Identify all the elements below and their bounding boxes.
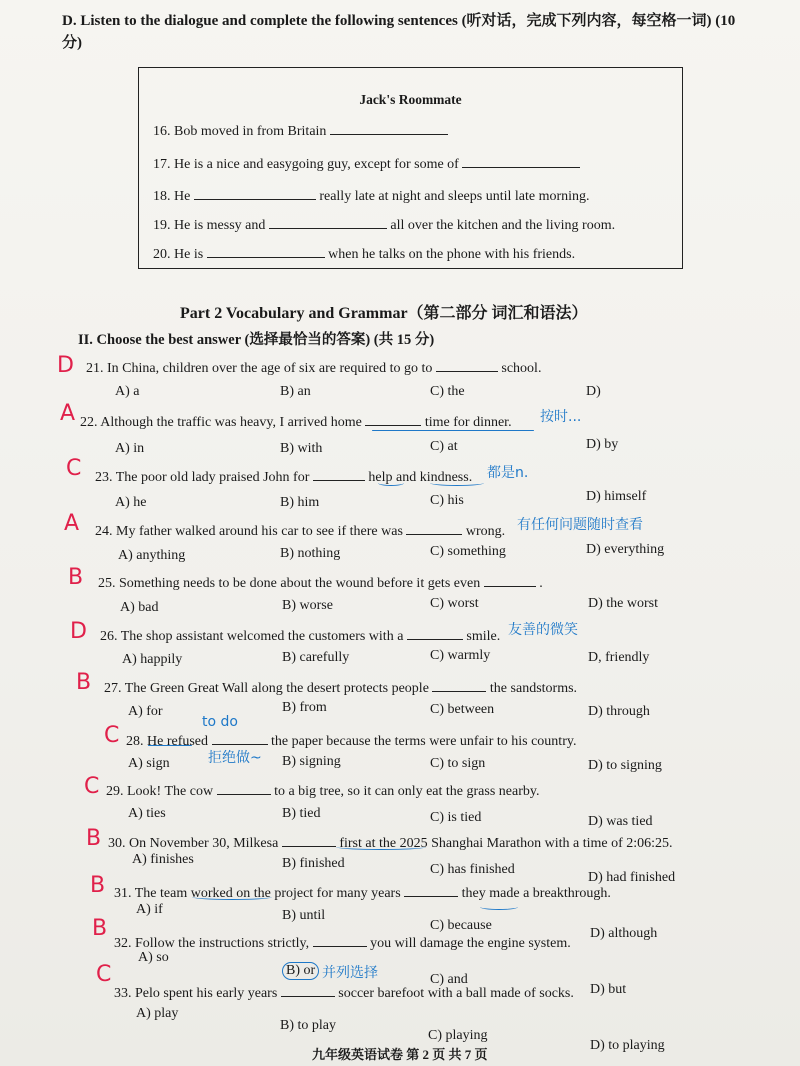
question-text: Follow the instructions strictly, [135, 936, 310, 951]
roommate-box [138, 67, 683, 269]
question-21 [86, 357, 541, 377]
question-31 [114, 882, 611, 902]
option-a[interactable]: A) finishes [132, 852, 194, 867]
answer-mark: B [68, 565, 84, 590]
answer-mark: B [86, 826, 102, 851]
answer-blank[interactable] [406, 520, 462, 535]
option-c[interactable]: C) worst [430, 596, 479, 611]
question-number: 26. [100, 629, 118, 644]
option-d[interactable]: D) everything [586, 542, 665, 557]
answer-blank[interactable] [207, 243, 325, 258]
answer-blank[interactable] [217, 780, 271, 795]
answer-blank[interactable] [436, 357, 498, 372]
option-b[interactable]: B) signing [282, 754, 341, 769]
option-c[interactable]: C) something [430, 544, 506, 559]
fill-item-19 [153, 214, 615, 234]
question-number: 21. [86, 361, 104, 376]
option-a[interactable]: A) he [115, 495, 147, 510]
option-d[interactable]: D) [586, 384, 601, 399]
answer-mark: A [64, 511, 80, 536]
answer-blank[interactable] [282, 832, 336, 847]
answer-blank[interactable] [194, 185, 316, 200]
question-26 [100, 625, 500, 645]
question-text: In China, children over the age of six are required to go to [107, 361, 433, 376]
answer-blank[interactable] [365, 411, 421, 426]
option-c[interactable]: C) because [430, 918, 492, 933]
question-text: Look! The cow [127, 784, 214, 799]
option-d[interactable]: D) to signing [588, 758, 662, 773]
answer-mark: C [104, 723, 120, 748]
fill-item-text: all over the kitchen and the living room. [390, 218, 616, 233]
option-c[interactable]: C) between [430, 702, 495, 717]
question-number: 29. [106, 784, 124, 799]
question-number: 32. [114, 936, 132, 951]
question-text: school. [501, 361, 542, 376]
fill-item-text: when he talks on the phone with his friends. [328, 247, 576, 262]
question-32 [114, 932, 571, 952]
answer-blank[interactable] [313, 466, 365, 481]
question-text: The team worked on the project for many years [134, 886, 401, 901]
option-d[interactable]: D) by [586, 437, 619, 452]
question-number: 25. [98, 576, 116, 591]
question-number: 31. [114, 886, 132, 901]
option-a[interactable]: A) ties [128, 806, 166, 821]
answer-blank[interactable] [407, 625, 463, 640]
answer-blank[interactable] [330, 120, 448, 135]
answer-mark: B [76, 670, 92, 695]
question-text: Pelo spent his early years [135, 986, 278, 1001]
question-number: 28. [126, 734, 144, 749]
section-ii-heading: II. Choose the best answer (选择最恰当的答案) (共 15 分) [78, 332, 435, 348]
option-d[interactable]: D) through [588, 704, 650, 719]
question-number: 22. [80, 415, 98, 430]
question-text: first at the 2025 Shanghai Marathon with a time of 2:06:25. [339, 836, 673, 851]
question-text: they made a breakthrough. [461, 886, 611, 901]
question-25 [98, 572, 543, 592]
option-c[interactable]: C) to sign [430, 756, 486, 771]
question-text: Although the traffic was heavy, I arrived home [100, 415, 362, 430]
option-b[interactable]: B) nothing [280, 546, 341, 561]
option-a[interactable]: A) bad [120, 600, 159, 615]
question-number: 24. [95, 524, 113, 539]
fill-item-text: 19. He is messy and [153, 218, 266, 233]
part2-heading: Part 2 Vocabulary and Grammar（第二部分 词汇和语法） [180, 305, 588, 322]
option-c[interactable]: C) the [430, 384, 465, 399]
answer-mark: D [57, 353, 74, 378]
fill-item-text: 20. He is [153, 247, 204, 262]
fill-item-16 [153, 120, 448, 140]
answer-blank[interactable] [212, 730, 268, 745]
question-text: He refused [147, 734, 209, 749]
question-text: to a big tree, so it can only eat the grass nearby. [274, 784, 540, 799]
fill-item-text: 16. Bob moved in from Britain [153, 124, 327, 139]
answer-mark: B [90, 873, 106, 898]
option-a[interactable]: A) anything [118, 548, 186, 563]
option-d[interactable]: D) although [590, 926, 658, 941]
option-b[interactable]: B) until [282, 908, 326, 923]
option-c[interactable]: C) and [430, 972, 468, 987]
handwritten-note: 有任何问题随时查看 [517, 517, 643, 533]
option-a[interactable]: A) in [115, 441, 145, 456]
question-number: 33. [114, 986, 132, 1001]
question-text: wrong. [465, 524, 506, 539]
answer-blank[interactable] [432, 677, 486, 692]
question-text: the sandstorms. [489, 681, 578, 696]
section-d-title: D. Listen to the dialogue and complete the following sentences (听对话，完成下列内容，每空格一词) (10分) [62, 13, 736, 51]
question-text: you will damage the engine system. [370, 936, 571, 951]
option-c[interactable]: C) his [430, 493, 464, 508]
annotation-underline [192, 894, 272, 900]
option-c[interactable]: C) playing [428, 1028, 488, 1043]
question-23 [95, 466, 472, 486]
option-b[interactable]: B) tied [282, 806, 321, 821]
answer-mark: C [84, 774, 100, 799]
option-d[interactable]: D) to playing [590, 1038, 665, 1053]
option-d[interactable]: D) had finished [588, 870, 676, 885]
question-text: The poor old lady praised John for [115, 470, 310, 485]
fill-item-18 [153, 185, 590, 205]
option-a[interactable]: A) if [136, 902, 163, 917]
option-b[interactable]: B) an [280, 384, 311, 399]
option-b[interactable]: B) carefully [282, 650, 350, 665]
question-number: 30. [108, 836, 126, 851]
answer-mark: D [70, 619, 87, 644]
option-b[interactable]: B) him [280, 495, 320, 510]
option-b[interactable]: B) from [282, 700, 327, 715]
answer-blank[interactable] [269, 214, 387, 229]
option-a[interactable]: A) for [128, 704, 163, 719]
question-28 [126, 730, 576, 750]
option-d[interactable]: D) was tied [588, 814, 653, 829]
question-text: . [539, 576, 543, 591]
handwritten-note: to do [202, 714, 238, 730]
question-text: the paper because the terms were unfair to his country. [271, 734, 577, 749]
option-d[interactable]: D) the worst [588, 596, 658, 611]
annotation-underline [480, 904, 518, 910]
answer-blank[interactable] [281, 982, 335, 997]
option-c[interactable]: C) is tied [430, 810, 482, 825]
annotation-underline [430, 480, 484, 486]
fill-item-text: 18. He [153, 189, 191, 204]
handwritten-note: 并列选择 [322, 965, 378, 981]
option-b[interactable]: B) to play [280, 1018, 336, 1033]
handwritten-note: 按时... [540, 409, 582, 425]
answer-blank[interactable] [462, 153, 580, 168]
question-text: Something needs to be done about the wound before it gets even [119, 576, 481, 591]
option-b[interactable]: B) finished [282, 856, 345, 871]
question-text: smile. [466, 629, 501, 644]
option-d[interactable]: D, friendly [588, 650, 650, 665]
question-text: soccer barefoot with a ball made of socks. [338, 986, 574, 1001]
answer-blank[interactable] [484, 572, 536, 587]
option-b[interactable]: B) with [280, 441, 323, 456]
option-d[interactable]: D) but [590, 982, 627, 997]
fill-item-text: 17. He is a nice and easygoing guy, except for some of [153, 157, 459, 172]
question-27 [104, 677, 577, 697]
answer-mark: C [96, 962, 112, 987]
answer-mark: B [92, 916, 108, 941]
question-33 [114, 982, 574, 1002]
option-c[interactable]: C) has finished [430, 862, 515, 877]
annotation-underline [148, 745, 192, 746]
option-a[interactable]: A) a [115, 384, 140, 399]
question-29 [106, 780, 539, 800]
fill-item-20 [153, 243, 575, 263]
question-text: My father walked around his car to see if there was [116, 524, 403, 539]
answer-blank[interactable] [313, 932, 367, 947]
option-a[interactable]: A) sign [128, 756, 170, 771]
question-24 [95, 520, 505, 540]
fill-item-text: really late at night and sleeps until late morning. [319, 189, 590, 204]
annotation-underline [336, 844, 426, 850]
handwritten-note: 都是n. [487, 465, 529, 481]
question-text: The shop assistant welcomed the customers with a [120, 629, 404, 644]
question-text: help and kindness. [368, 470, 473, 485]
page-footer: 九年级英语试卷 第 2 页 共 7 页 [312, 1047, 488, 1062]
option-d[interactable]: D) himself [586, 489, 647, 504]
option-c[interactable]: C) warmly [430, 648, 491, 663]
question-text: time for dinner. [424, 415, 512, 430]
option-c[interactable]: C) at [430, 439, 458, 454]
option-a[interactable]: A) play [136, 1006, 179, 1021]
option-b[interactable]: B) worse [282, 598, 333, 613]
answer-blank[interactable] [404, 882, 458, 897]
annotation-underline [378, 480, 404, 486]
answer-mark: A [60, 401, 76, 426]
question-text: The Green Great Wall along the desert protects people [124, 681, 429, 696]
box-title: Jack's Roommate [359, 92, 462, 107]
fill-item-17 [153, 153, 580, 173]
question-22 [80, 411, 512, 431]
handwritten-note: 友善的微笑 [508, 622, 578, 638]
option-a[interactable]: A) so [138, 950, 169, 965]
option-a[interactable]: A) happily [122, 652, 183, 667]
handwritten-note: 拒绝做~ [208, 750, 262, 766]
annotation-underline [372, 430, 534, 431]
question-number: 27. [104, 681, 122, 696]
answer-mark: C [66, 456, 82, 481]
question-number: 23. [95, 470, 113, 485]
question-text: On November 30, Milkesa [129, 836, 279, 851]
option-b-circled[interactable]: B) or [282, 962, 319, 980]
